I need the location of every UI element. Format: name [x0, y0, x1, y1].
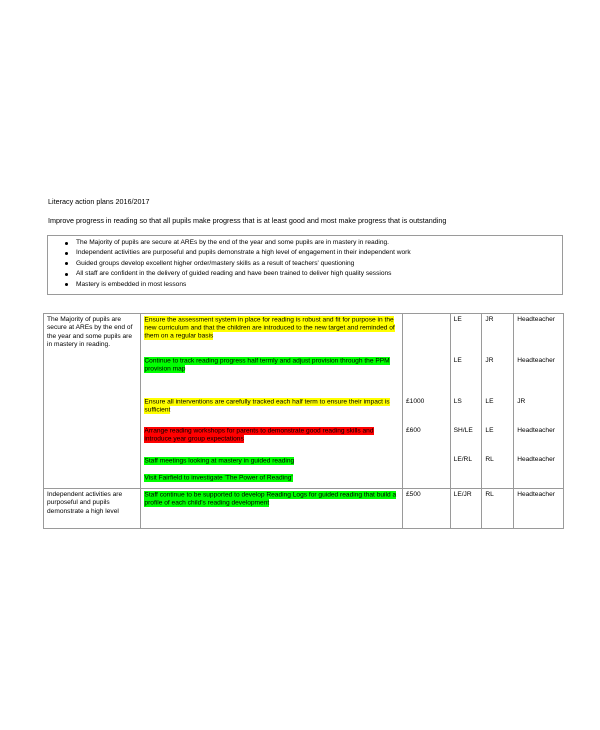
cost-value: £500 [406, 491, 421, 498]
monitor-value: Headteacher [517, 357, 555, 364]
support-value: JR [485, 357, 494, 364]
lead-value: LE [453, 357, 462, 364]
success-criteria-list [76, 238, 411, 290]
monitor-cell [514, 314, 564, 489]
cost-cell [403, 489, 451, 529]
lead-value: LE [453, 316, 462, 323]
action-text: Staff meetings looking at mastery in guided reading [144, 457, 295, 464]
monitor-cell [514, 489, 564, 529]
lead-value: LE/RL [453, 456, 472, 463]
list-item: The Majority of pupils are secure at AREs by the end of the year and some pupils are in mastery in reading. [76, 238, 411, 248]
lead-cell [450, 314, 482, 489]
support-value: LE [485, 427, 494, 434]
list-item: Guided groups develop excellent higher order/mastery skills as a result of teachers' questioning [76, 259, 411, 269]
support-value: RL [485, 491, 494, 498]
action-text: Continue to track reading progress half termly and adjust provision through the PPM provision map [144, 357, 390, 373]
objective-cell [44, 314, 141, 489]
monitor-value: Headteacher [517, 316, 555, 323]
document-subtitle: Improve progress in reading so that all pupils make progress that is at least good and most make progress that is outstanding [48, 216, 447, 225]
support-value: LE [485, 398, 494, 405]
cost-value: £600 [406, 427, 421, 434]
support-value: RL [485, 456, 494, 463]
action-text: Staff continue to be supported to develop Reading Logs for guided reading that build a profile of each child's reading development [144, 491, 397, 507]
support-cell [482, 489, 514, 529]
list-item: Mastery is embedded in most lessons [76, 280, 411, 290]
lead-cell [450, 489, 482, 529]
actions-cell [141, 314, 403, 489]
action-text: Visit Fairfield to investigate 'The Power of Reading' [144, 474, 293, 481]
monitor-value: Headteacher [517, 427, 555, 434]
objective-cell [44, 489, 141, 529]
list-item: All staff are confident in the delivery of guided reading and have been trained to deliver high quality sessions [76, 269, 411, 279]
action-text: Arrange reading workshops for parents to demonstrate good reading skills and introduce year group expectations [144, 427, 374, 443]
action-plan-table [43, 313, 564, 529]
success-criteria-box [47, 235, 563, 295]
objective-text: Independent activities are purposeful and pupils demonstrate a high level [47, 491, 123, 515]
cost-value: £1000 [406, 398, 425, 405]
table-row [44, 489, 564, 529]
cost-cell [403, 314, 451, 489]
monitor-value: Headteacher [517, 491, 555, 498]
table-row [44, 314, 564, 489]
actions-cell [141, 489, 403, 529]
action-text: Ensure all interventions are carefully tracked each half term to ensure their impact is sufficient [144, 398, 390, 414]
monitor-value: JR [517, 398, 526, 405]
support-value: JR [485, 316, 494, 323]
list-item: Independent activities are purposeful and pupils demonstrate a high level of engagement in their independent work [76, 248, 411, 258]
support-cell [482, 314, 514, 489]
monitor-value: Headteacher [517, 456, 555, 463]
document-title: Literacy action plans 2016/2017 [48, 197, 150, 206]
lead-value: SH/LE [453, 427, 473, 434]
action-text: Ensure the assessment system in place for reading is robust and fit for purpose in the new curriculum and that the children are introduced to the new target and reminded of them on a regular basis [144, 316, 395, 340]
lead-value: LE/JR [453, 491, 472, 498]
objective-text: The Majority of pupils are secure at AREs by the end of the year and some pupils are in mastery in reading. [47, 316, 133, 349]
lead-value: LS [453, 398, 462, 405]
